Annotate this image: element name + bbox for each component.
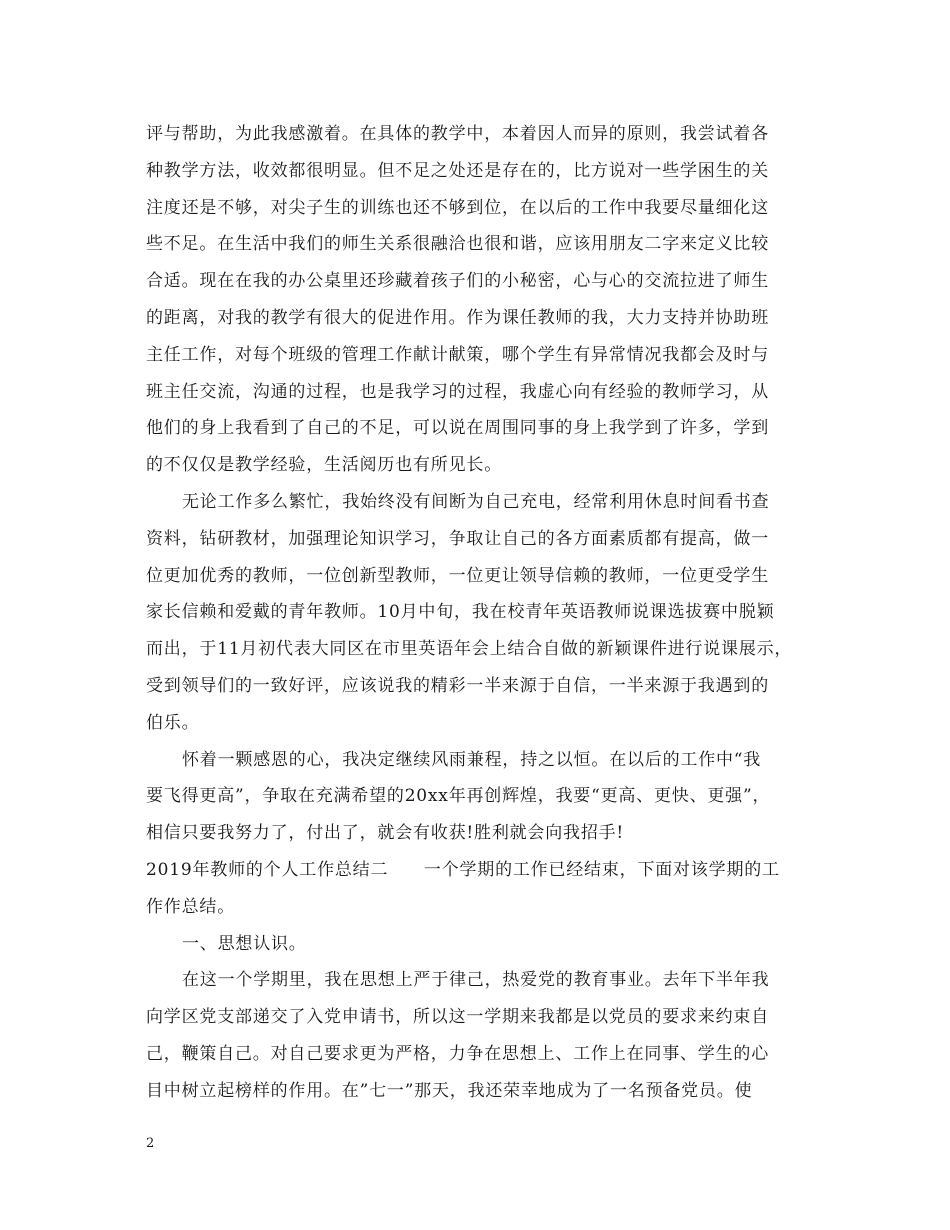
text-line: 的不仅仅是教学经验，生活阅历也有所见长。 [146,455,502,476]
text-line: 要飞得更高”，争取在充满希望的20xx年再创辉煌，我要“更高、更快、更强”， [146,786,771,807]
text-line: 他们的身上我看到了自己的不足，可以说在周围同事的身上我学到了许多，学到 [146,418,769,439]
text-line: 主任工作，对每个班级的管理工作献计献策，哪个学生有异常情况我都会及时与 [146,344,769,365]
text-line: 向学区党支部递交了入党申请书，所以这一学期来我都是以党员的要求来约束自 [146,1007,769,1028]
text-line: 班主任交流，沟通的过程，也是我学习的过程，我虚心向有经验的教师学习，从 [146,381,769,402]
text-line: 评与帮助，为此我感激着。在具体的教学中，本着因人而异的原则，我尝试着各 [146,124,769,144]
paragraph-start-line: 在这一个学期里，我在思想上严于律己，热爱党的教育事业。去年下半年我 [182,970,770,991]
text-line: 合适。现在在我的办公桌里还珍藏着孩子们的小秘密，心与心的交流拉进了师生 [146,271,769,292]
paragraph-start-line: 无论工作多么繁忙，我始终没有间断为自己充电，经常利用休息时间看书查 [182,491,770,512]
text-line: 些不足。在生活中我们的师生关系很融洽也很和谐，应该用朋友二字来定义比较 [146,234,769,255]
page-number: 2 [146,1136,155,1151]
text-line: 而出，于11月初代表大同区在市里英语年会上结合自做的新颖课件进行说课展示， [146,639,793,660]
text-line: 作作总结。 [146,896,235,917]
text-line: 注度还是不够，对尖子生的训练也还不够到位，在以后的工作中我要尽量细化这 [146,197,769,218]
section-heading: 一、思想认识。 [182,933,307,954]
section-title-line: 2019年教师的个人工作总结二 一个学期的工作已经结束，下面对该学期的工 [146,859,780,880]
text-line: 伯乐。 [146,712,200,733]
text-line: 家长信赖和爱戴的青年教师。10月中旬，我在校青年英语教师说课选拔赛中脱颖 [146,602,775,623]
text-line: 己，鞭策自己。对自己要求更为严格，力争在思想上、工作上在同事、学生的心 [146,1043,769,1064]
paragraph-start-line: 怀着一颗感恩的心，我决定继续风雨兼程，持之以恒。在以后的工作中“我 [182,749,762,770]
text-line: 目中树立起榜样的作用。在”七一”那天，我还荣幸地成为了一名预备党员。使 [146,1080,753,1101]
text-line: 相信只要我努力了，付出了，就会有收获!胜利就会向我招手! [146,823,625,844]
text-line: 受到领导们的一致好评，应该说我的精彩一半来源于自信，一半来源于我遇到的 [146,675,769,696]
text-line: 资料，钻研教材，加强理论知识学习，争取让自己的各方面素质都有提高，做一 [146,528,769,549]
text-line: 位更加优秀的教师，一位创新型教师，一位更让领导信赖的教师，一位更受学生 [146,565,769,586]
body-text [146,116,826,1110]
text-line: 种教学方法，收效都很明显。但不足之处还是存在的，比方说对一些学困生的关 [146,160,769,181]
text-line: 的距离，对我的教学有很大的促进作用。作为课任教师的我，大力支持并协助班 [146,307,769,328]
